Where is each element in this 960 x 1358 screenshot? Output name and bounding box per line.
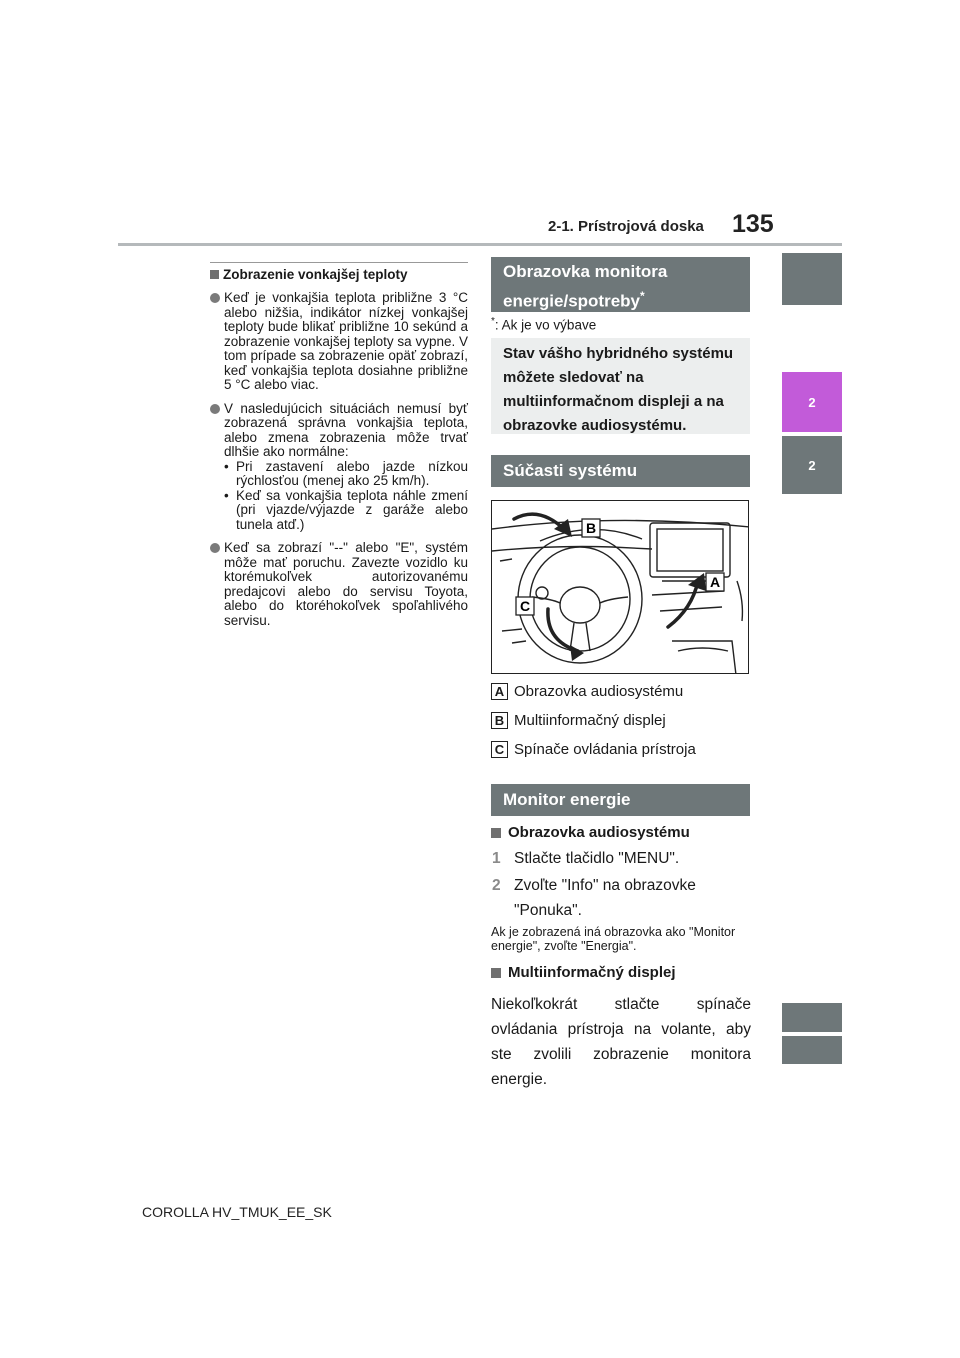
heading-text: Obrazovka monitora energie/spotreby (503, 262, 668, 311)
legend-item-a (491, 683, 683, 700)
energy-monitor-subheading: Monitor energie (491, 784, 750, 816)
footer-model: COROLLA HV_TMUK_EE_SK (142, 1204, 332, 1220)
legend-text: Multiinformačný displej (514, 712, 666, 729)
bullet-text: V nasledujúcich situáciách nemusí byť zobrazená správna vonkajšia teplota, alebo zmena zobrazenia môže trvať dlhšie ako normálne: (224, 400, 468, 459)
side-tab-blank-1 (782, 1003, 842, 1032)
subheading-text: Multiinformačný displej (508, 964, 676, 981)
square-bullet-icon (491, 828, 501, 838)
step-1 (491, 846, 750, 871)
intro-box: Stav vášho hybridného systému môžete sledovať na multiinformačnom displeji a na obrazovke audiosystému. (491, 338, 750, 434)
page-number: 135 (732, 210, 774, 238)
sub-list-text: Pri zastavení alebo jazde nízkou rýchlosťou (menej ako 25 km/h). (236, 458, 468, 488)
energy-monitor-heading (491, 257, 750, 312)
note-text: Ak je zobrazená iná obrazovka ako "Monitor energie", zvoľte "Energia". (491, 925, 736, 953)
outside-temp-subheading (210, 267, 468, 282)
sub-list-item: • Pri zastavení alebo jazde nízkou rýchlosťou (menej ako 25 km/h). (224, 458, 468, 488)
sub-list-text: Keď sa vonkajšia teplota náhle zmení (pri vjazde/výjazde z garáže alebo tunela atď.) (236, 487, 468, 532)
side-tab-blank-2 (782, 1036, 842, 1064)
step-number: 2 (492, 877, 501, 894)
bullet-item (210, 291, 468, 393)
step-text: Zvoľte "Info" na obrazovke "Ponuka". (514, 877, 696, 919)
header-rule (118, 243, 842, 246)
legend-letter: A (491, 683, 508, 700)
multi-info-subheading (491, 964, 676, 981)
legend-letter: C (491, 741, 508, 758)
footnote-asterisk: * (491, 316, 495, 327)
audio-screen-subheading (491, 824, 690, 841)
step-number: 1 (492, 850, 501, 867)
figure-label-a: A (709, 574, 721, 590)
subheading-text: Zobrazenie vonkajšej teploty (223, 267, 408, 282)
heading-asterisk: * (640, 289, 645, 303)
side-tab-blank-top (782, 253, 842, 305)
circle-bullet-icon (210, 293, 220, 303)
left-column (210, 262, 468, 628)
subheading-text: Obrazovka audiosystému (508, 824, 690, 841)
sub-list (224, 460, 468, 533)
sub-list-item: • Keď sa vonkajšia teplota náhle zmení (pri vjazde/výjazde z garáže alebo tunela atď.) (224, 487, 468, 532)
dashboard-drawing (492, 501, 749, 674)
multi-info-paragraph: Niekoľkokrát stlačte spínače ovládania prístroja na volante, aby ste zvolili zobrazenie monitora energie. (491, 996, 751, 1088)
step-text: Stlačte tlačidlo "MENU". (514, 850, 680, 867)
square-bullet-icon (491, 968, 501, 978)
side-tab-chapter: 2 (782, 436, 842, 494)
legend-item-c (491, 741, 696, 758)
system-components-heading: Súčasti systému (491, 455, 750, 487)
figure-label-b: B (585, 520, 597, 536)
circle-bullet-icon (210, 543, 220, 553)
figure-label-c: C (519, 598, 531, 614)
section-title: 2-1. Prístrojová doska (548, 218, 704, 235)
bullet-item (210, 541, 468, 628)
bullet-text: Keď je vonkajšia teplota približne 3 °C alebo nižšia, indikátor nízkej vonkajšej teploty bude blikať približne 10 sekúnd a zobrazenie vonkajšej teploty sa vypne. V tom prípade sa zobrazenie opäť zobrazí, keď vonkajšia teplota dosiahne približne 5 °C alebo viac. (224, 290, 468, 392)
footnote-text: : Ak je vo výbave (494, 317, 597, 333)
side-tab-chapter-active: 2 (782, 372, 842, 432)
footnote (491, 316, 596, 333)
legend-letter: B (491, 712, 508, 729)
legend-text: Spínače ovládania prístroja (514, 741, 696, 758)
dashboard-illustration (491, 500, 749, 674)
step-2 (491, 873, 750, 923)
legend-text: Obrazovka audiosystému (514, 683, 684, 700)
bullet-text: Keď sa zobrazí "--" alebo "E", systém môže mať poruchu. Zavezte vozidlo ku ktorémukoľvek autorizovanému predajcovi alebo do servisu Toyota, alebo do ktoréhokoľvek spoľahlivého servisu. (224, 540, 468, 628)
bullet-item (210, 402, 468, 533)
legend-item-b (491, 712, 666, 729)
subheading-rule (210, 262, 468, 263)
square-bullet-icon (210, 270, 219, 279)
circle-bullet-icon (210, 404, 220, 414)
